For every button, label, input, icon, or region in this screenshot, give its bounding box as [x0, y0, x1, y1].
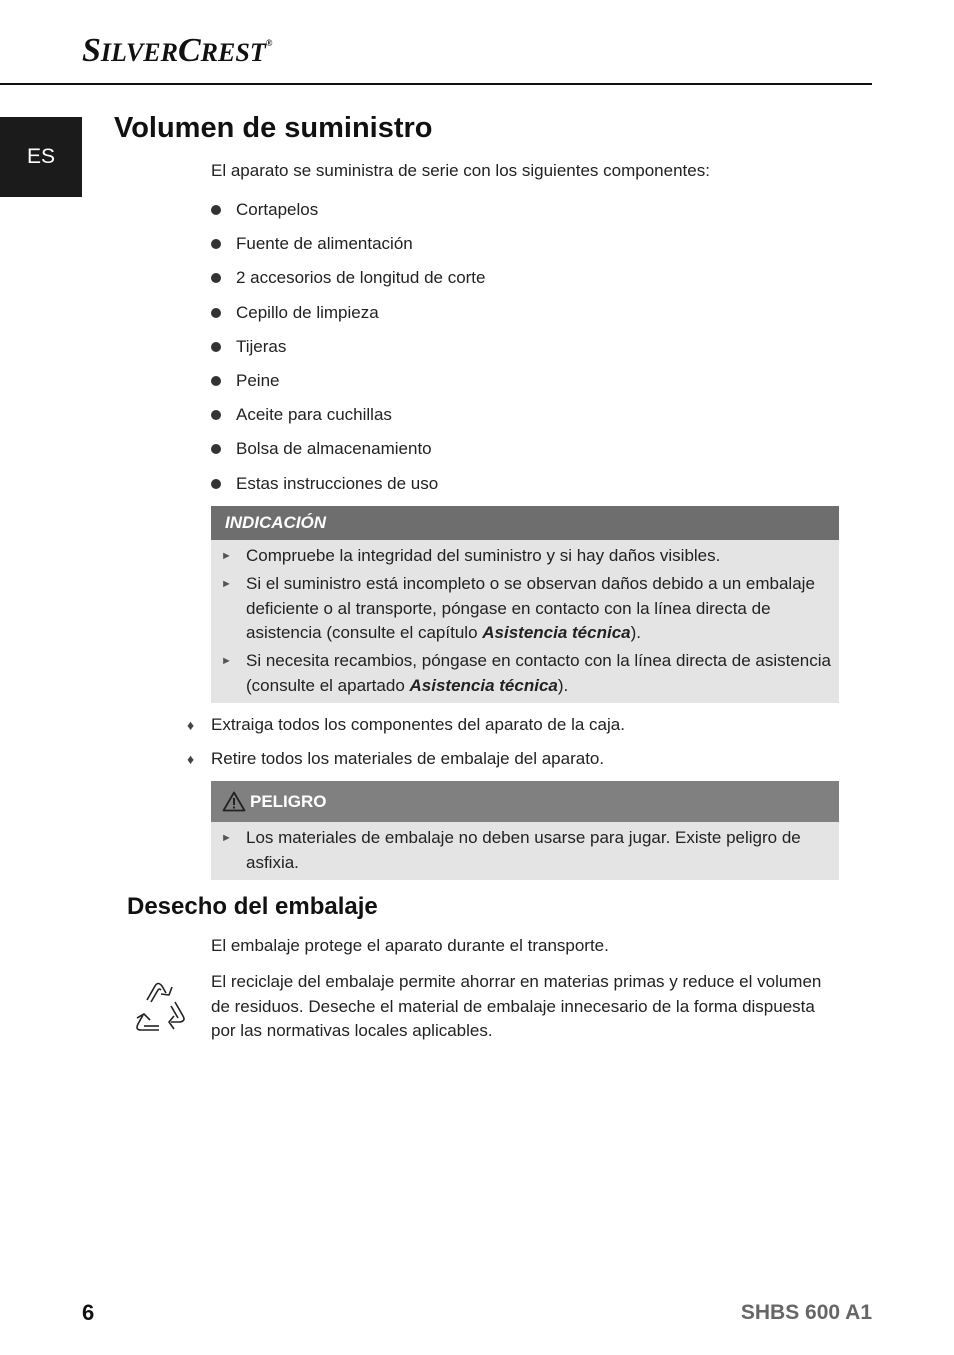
diamond-icon: ♦ — [187, 751, 195, 767]
bullet-icon — [211, 308, 221, 318]
list-item: Tijeras — [211, 330, 831, 364]
bullet-icon — [211, 376, 221, 386]
intro-text: El aparato se suministra de serie con los siguientes componentes: — [211, 161, 710, 180]
paragraph: El embalaje protege el aparato durante el transporte. — [211, 936, 609, 955]
list-item: Estas instrucciones de uso — [211, 467, 831, 501]
warning-icon — [222, 791, 246, 812]
subsection-title: Desecho del embalaje — [127, 893, 378, 920]
bullet-icon — [211, 444, 221, 454]
brand-logo: SILVERCREST® — [82, 32, 273, 69]
list-item: Cortapelos — [211, 193, 831, 227]
list-item: 2 accesorios de longitud de corte — [211, 261, 831, 295]
triangle-right-icon: ► — [221, 655, 232, 667]
paragraph: El reciclaje del embalaje permite ahorrar en materias primas y reduce el volumen de residuos. Deseche el material de embalaje innecesario de la forma dispuesta por las normativas locales aplicables. — [211, 972, 822, 1040]
section-title: Volumen de suministro — [114, 112, 433, 144]
bullet-icon — [211, 410, 221, 420]
page-number: 6 — [82, 1300, 95, 1325]
header-rule — [0, 83, 872, 85]
step-item: ♦ Retire todos los materiales de embalaje del aparato. — [187, 747, 604, 771]
notice-heading: INDICACIÓN — [211, 506, 839, 540]
list-item: Peine — [211, 364, 831, 398]
recycle-icon — [125, 974, 193, 1038]
list-item: Fuente de alimentación — [211, 227, 831, 261]
language-tab: ES — [0, 117, 82, 197]
bullet-icon — [211, 205, 221, 215]
triangle-right-icon: ► — [221, 550, 232, 562]
list-item: Cepillo de limpieza — [211, 296, 831, 330]
notice-item: ► Si el suministro está incompleto o se observan daños debido a un embalaje deficiente o al transporte, póngase en contacto con la línea directa de asistencia (consulte el capítulo Asistencia técnica). — [221, 572, 831, 646]
components-list — [211, 193, 831, 501]
list-item: Bolsa de almacenamiento — [211, 432, 831, 466]
triangle-right-icon: ► — [221, 578, 232, 590]
list-item: Aceite para cuchillas — [211, 398, 831, 432]
model-number: SHBS 600 A1 — [740, 1301, 872, 1324]
bullet-icon — [211, 239, 221, 249]
bullet-icon — [211, 342, 221, 352]
bullet-icon — [211, 273, 221, 283]
bullet-icon — [211, 479, 221, 489]
danger-box — [211, 781, 839, 880]
step-item: ♦ Extraiga todos los componentes del aparato de la caja. — [187, 713, 625, 737]
notice-item: ► Compruebe la integridad del suministro y si hay daños visibles. — [221, 544, 831, 569]
triangle-right-icon: ► — [221, 832, 232, 844]
notice-item: ► Si necesita recambios, póngase en contacto con la línea directa de asistencia (consulte el apartado Asistencia técnica). — [221, 649, 831, 698]
notice-box — [211, 506, 839, 703]
diamond-icon: ♦ — [187, 717, 195, 733]
danger-heading: PELIGRO — [211, 781, 839, 822]
danger-item: ► Los materiales de embalaje no deben usarse para jugar. Existe peligro de asfixia. — [221, 826, 831, 875]
